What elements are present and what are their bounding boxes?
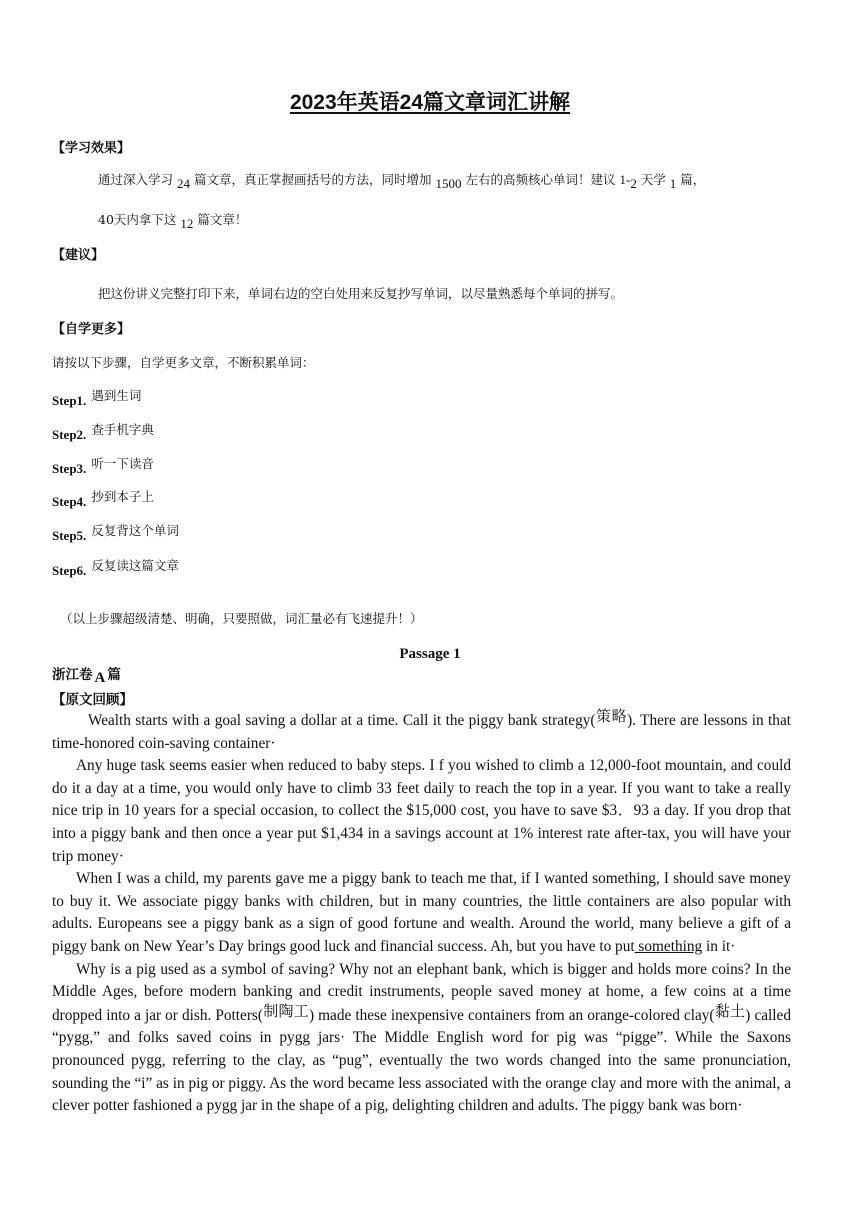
step-key: Step1. [52, 393, 87, 408]
effect-line-2 [98, 210, 248, 231]
effect-text: 篇文章，真正掌握画括号的方法，同时增加 [193, 172, 432, 187]
effect-number: 1500 [435, 176, 462, 191]
paragraph-text: ) called “pygg,” and folks saved coins in pygg jars· The Middle English word for pig was “pigge”. While the Saxons pronounced pygg, referring to the clay, as “pug”, eventually the two words changed into the same pronunciation, sounding the “i” as in pig or piggy. As the word became less associated with the orange clay and more with the animal, a clever potter fashioned a pygg jar in the shape of a pig, delighting children and adults. The piggy bank was born· [52, 1006, 791, 1115]
step-text: 抄到本子上 [91, 489, 154, 504]
effect-text: 40天内拿下这 [98, 212, 177, 227]
step-item [52, 525, 179, 544]
effect-text: 左右的高频核心单词！建议 [465, 172, 616, 187]
effect-number: 2 [630, 176, 637, 191]
step-text: 反复读这篇文章 [91, 558, 179, 573]
section-heading-suggest: 【建议】 [52, 248, 105, 263]
paragraph [52, 959, 791, 1118]
paragraph-text: Wealth starts with a goal saving a dollar at a time. Call it the piggy bank strategy( [88, 712, 596, 729]
step-key: Step4. [52, 494, 87, 509]
effect-number: 1 [669, 176, 677, 191]
passage-source [52, 663, 121, 684]
more-intro: 请按以下步骤，自学更多文章，不断积累单词： [52, 355, 315, 370]
effect-number: 1 [619, 172, 626, 187]
paragraph-text: ). There are lessons in that time-honored coin-saving container· [52, 712, 791, 752]
effect-text: 通过深入学习 [98, 172, 174, 187]
step-text: 反复背这个单词 [91, 523, 179, 538]
steps-note: （以上步骤超级清楚、明确，只要照做，词汇量必有飞速提升！） [60, 611, 423, 626]
paragraph-text: When I was a child, my parents gave me a piggy bank to teach me that, if I wanted something, I should save money to buy it. We associate piggy banks with children, but in many countries, the little containers are also popular with adults. Europeans see a piggy bank as a sign of good fortune and wealth. Around the world, many believe a gift of a piggy bank on New Year’s Day brings good luck and financial success. Ah, but you have to put [52, 870, 791, 955]
step-key: Step5. [52, 528, 87, 543]
paragraph-text: Why is a pig used as a symbol of saving? Why not an elephant bank, which is bigger and holds more coins? In the Middle Ages, before modern banking and credit instruments, people saved money at home, a few coins at a time dropped into a jar or dish. Potters( [52, 960, 791, 1024]
gloss: 策略 [595, 707, 628, 725]
gloss: 黏土 [714, 1001, 746, 1020]
step-item [52, 424, 154, 443]
source-text: 篇 [107, 667, 121, 683]
step-text: 遇到生词 [91, 388, 142, 403]
gloss: 制陶工 [262, 1001, 309, 1020]
step-key: Step6. [52, 563, 87, 578]
step-key: Step2. [52, 427, 87, 442]
effect-number: 12 [180, 216, 194, 231]
effect-text: 天学 [640, 172, 666, 187]
effect-number: - [625, 172, 631, 187]
step-text: 查手机字典 [91, 422, 154, 437]
underlined-word: something [634, 937, 703, 955]
step-item [52, 491, 154, 510]
step-item [52, 560, 179, 579]
effect-text: 篇文章！ [197, 212, 248, 227]
effect-text: 篇， [680, 172, 706, 187]
step-item [52, 390, 141, 409]
step-key: Step3. [52, 461, 87, 476]
step-text: 听一下读音 [91, 456, 154, 471]
paragraph [52, 868, 791, 958]
paragraph [52, 709, 791, 755]
source-text: 浙江卷 [52, 667, 93, 683]
section-heading-more: 【自学更多】 [52, 322, 131, 337]
paragraph-text: in it· [702, 937, 736, 955]
passage-body [52, 709, 791, 1118]
paragraph: Any huge task seems easier when reduced to baby steps. I f you wished to climb a 12,000-foot mountain, and could do it a day at a time, you would only have to climb 33 feet daily to reach the top in a year. If you want to take a really nice trip in 10 years for a special occasion, to collect the $15,000 cost, you have to save $3．93 a day. If you drop that into a piggy bank and then once a year put $1,434 in a savings account at 1% interest rate after-tax, you will have your trip money· [52, 757, 791, 865]
page-title: 2023年英语24篇文章词汇讲解 [289, 91, 571, 114]
review-heading: 【原文回顾】 [52, 692, 133, 708]
effect-number: 24 [177, 176, 190, 191]
suggest-text: 把这份讲义完整打印下来，单词右边的空白处用来反复抄写单词，以尽量熟悉每个单词的拼写。 [98, 286, 624, 301]
effect-line-1 [98, 170, 706, 191]
passage-title: Passage 1 [399, 646, 461, 662]
section-heading-effect: 【学习效果】 [52, 141, 131, 156]
source-letter: A [94, 670, 106, 686]
step-item [52, 458, 154, 477]
paragraph-text: ) made these inexpensive containers from an orange-colored clay( [308, 1006, 715, 1024]
